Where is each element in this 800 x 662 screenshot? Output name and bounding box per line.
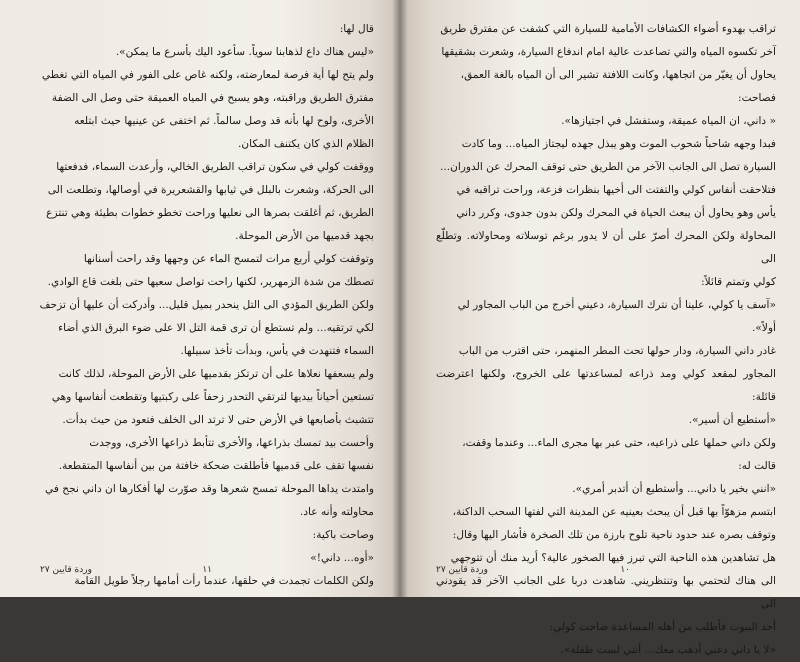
left-line: نفسها تقف على قدميها فأطلقت ضحكة خافتة من بين أنفاسها المتقطعة. xyxy=(58,460,374,472)
right-line: يأس وهو يحاول أن يبعث الحياة في المحرك ولكن بدون جدوى، وكرر داني xyxy=(456,207,776,219)
right-line: آخر تكسوه المياه والتي تصاعدت عالية امام اندفاع السيارة، وشعرت بشقيقها xyxy=(441,46,776,58)
left-line: «ليس هناك داع لذهابنا سوياً. سأعود اليك بأسرع ما يمكن». xyxy=(115,46,374,58)
right-line: فتلاحقت أنفاس كولي والتفتت الى أخيها بنظرات فزعة، وراحت تراقبه في xyxy=(456,184,776,196)
left-line: وأحست بيد تمسك بذراعها، والأخرى تتأبط ذراعها الأخرى، ووجدت xyxy=(89,437,374,449)
left-line: الى الحركة، وشعرت بالبلل في ثيابها والقشعريرة في أوصالها، وتطلعت الى xyxy=(47,184,374,196)
left-page-text xyxy=(30,18,374,593)
right-line: ابتسم مزهوّاً بها قبل أن يبحث بعينيه عن المدينة التي لفتها السحب الداكنة، xyxy=(452,506,776,518)
left-page-number: ١١ xyxy=(202,565,212,575)
left-line: لكي ترتقيه... ولم تستطع أن ترى قمة التل الا على ضوء البرق الذي أضاء xyxy=(58,322,374,334)
right-line: فصاحت: xyxy=(738,92,776,104)
left-line: تصطك من شدة الزمهرير، لكنها راحت تواصل سعيها حتى بلغت قاع الوادي. xyxy=(47,276,374,288)
left-line: ولكن الطريق المؤدي الى التل ينحدر بميل قليل... وأدركت أن عليها أن تزحف xyxy=(39,299,374,311)
right-line: «انني بخير يا داني... وأستطيع أن أتدبر أمري». xyxy=(572,483,776,495)
left-line: تستعين أحياناً بيديها لترتقي التحدر زحفاً على ركبتيها وتقطعت أنفاسها وهي xyxy=(51,391,374,403)
right-line: وتوقف بصره عند حدود ناحية تلوح بارزة من تلك الصخرة فأشار اليها وقال: xyxy=(452,529,776,541)
left-line: وتوقفت كولي أربع مرات لتمسح الماء عن وجهها وقد راحت أسنانها xyxy=(83,253,374,265)
left-line: الظلام الذي كان يكتنف المكان. xyxy=(238,138,374,150)
right-line: أولاً». xyxy=(752,322,776,334)
left-line: ولم يسعفها نعلاها على أن ترتكز بقدميها على الأرض الموحلة، لذلك كانت xyxy=(58,368,374,380)
left-line: الأخرى، ولوح لها بأنه قد وصل سالماً. ثم اختفى عن عينيها حيث ابتلعه xyxy=(74,115,374,127)
right-line: أحد البيوت فأطلب من أهله المساعدة صاحت كولي: xyxy=(549,621,776,633)
left-line: ولم يتح لها أية فرصة لمعارضته، ولكنه غاص على الفور في المياه التي تغطي xyxy=(41,69,374,81)
right-page xyxy=(400,0,800,656)
left-page-book-title: وردة قايين ٢٧ xyxy=(40,565,92,575)
right-line: غادر داني السيارة، ودار حولها تحت المطر المنهمر، حتى اقترب من الباب xyxy=(458,345,776,357)
right-page-book-title: وردة قايين ٢٧ xyxy=(436,565,488,575)
left-line: السماء فتنهدت في يأس، وبدأت تأخذ سبيلها. xyxy=(180,345,374,357)
left-line: «أوه... داني!» xyxy=(310,552,374,564)
right-line: « داني، ان المياه عميقة، وستفشل في اجتيازها». xyxy=(561,115,776,127)
left-line: قال لها: xyxy=(339,23,374,35)
right-line: فبدا وجهه شاحباً شحوب الموت وهو يبذل جهده ليجتاز المياه... وما كادت xyxy=(461,138,776,150)
right-page-number: ١٠ xyxy=(620,565,630,575)
right-line: الى هناك لتحتمي بها وتنتظريني. شاهدت دربا على الجانب الآخر قد يقودني الى xyxy=(436,575,776,610)
right-line: «لا يا داني دعني أذهب معك... أنني لست طفلة». xyxy=(560,644,776,656)
left-line: الطريق، ثم أغلقت بصرها الى نعليها وراحت تخطو خطوات بطيئة وهي تنتزع xyxy=(46,207,374,219)
right-line: «أستطيع أن أسير». xyxy=(688,414,776,426)
right-line: هل تشاهدين هذه الناحية التي تبرز فيها الصخور عالية؟ أريد منك أن تتوجهي xyxy=(450,552,776,564)
right-line: تراقب بهدوء أضواء الكشافات الأمامية للسيارة التي كشفت عن مفترق طريق xyxy=(440,23,776,35)
right-line: ولكن داني حملها على ذراعيه، حتى عبر بها مجرى الماء... وعندما وقفت، xyxy=(462,437,776,449)
left-page xyxy=(0,0,400,597)
left-line: مفترق الطريق وراقبته، وهو يسبح في المياه العميقة حتى وصل الى الضفة xyxy=(51,92,374,104)
right-line: السيارة تصل الى الجانب الآخر من الطريق حتى توقف المحرك عن الدوران... xyxy=(439,161,776,173)
left-line: وصاحت باكية: xyxy=(312,529,374,541)
left-line: تتشبث بأصابعها في الأرض حتى لا ترتد الى الخلف فتعود من حيث بدأت. xyxy=(62,414,374,426)
book-gutter xyxy=(392,0,408,597)
right-line: كولي وتمتم قائلاً: xyxy=(701,276,776,288)
right-line: المجاور لمقعد كولي ومد ذراعه لمساعدتها على الخروج، ولكنها اعترضت قائلة: xyxy=(436,368,776,403)
right-line: قالت له: xyxy=(738,460,776,472)
right-line: المحاولة ولكن المحرك أصرّ على أن لا يدور برغم توسلاته ومحاولاته. وتطلّع الى xyxy=(436,230,776,265)
right-line: «آسف يا كولي، علينا أن نترك السيارة، دعيني أخرج من الباب المجاور لي xyxy=(457,299,776,311)
left-line: ولكن الكلمات تجمدت في حلقها، عندما رأت أمامها رجلاً طويل القامة xyxy=(74,575,374,587)
left-line: ووقفت كولي في سكون تراقب الطريق الخالي، وأرعدت السماء، فدفعتها xyxy=(56,161,374,173)
right-line: يحاول أن يغيّر من اتجاهها، وكانت اللافتة تشير الى أن المياه بالغة العمق، xyxy=(460,69,776,81)
left-line: محاولته وأنه عاد. xyxy=(299,506,374,518)
left-line: بجهد قدميها من الأرض الموحلة. xyxy=(235,230,374,242)
left-line: وامتدت يداها الموحلة تمسح شعرها وقد صوّرت لها أفكارها ان داني نجح في xyxy=(45,483,374,495)
